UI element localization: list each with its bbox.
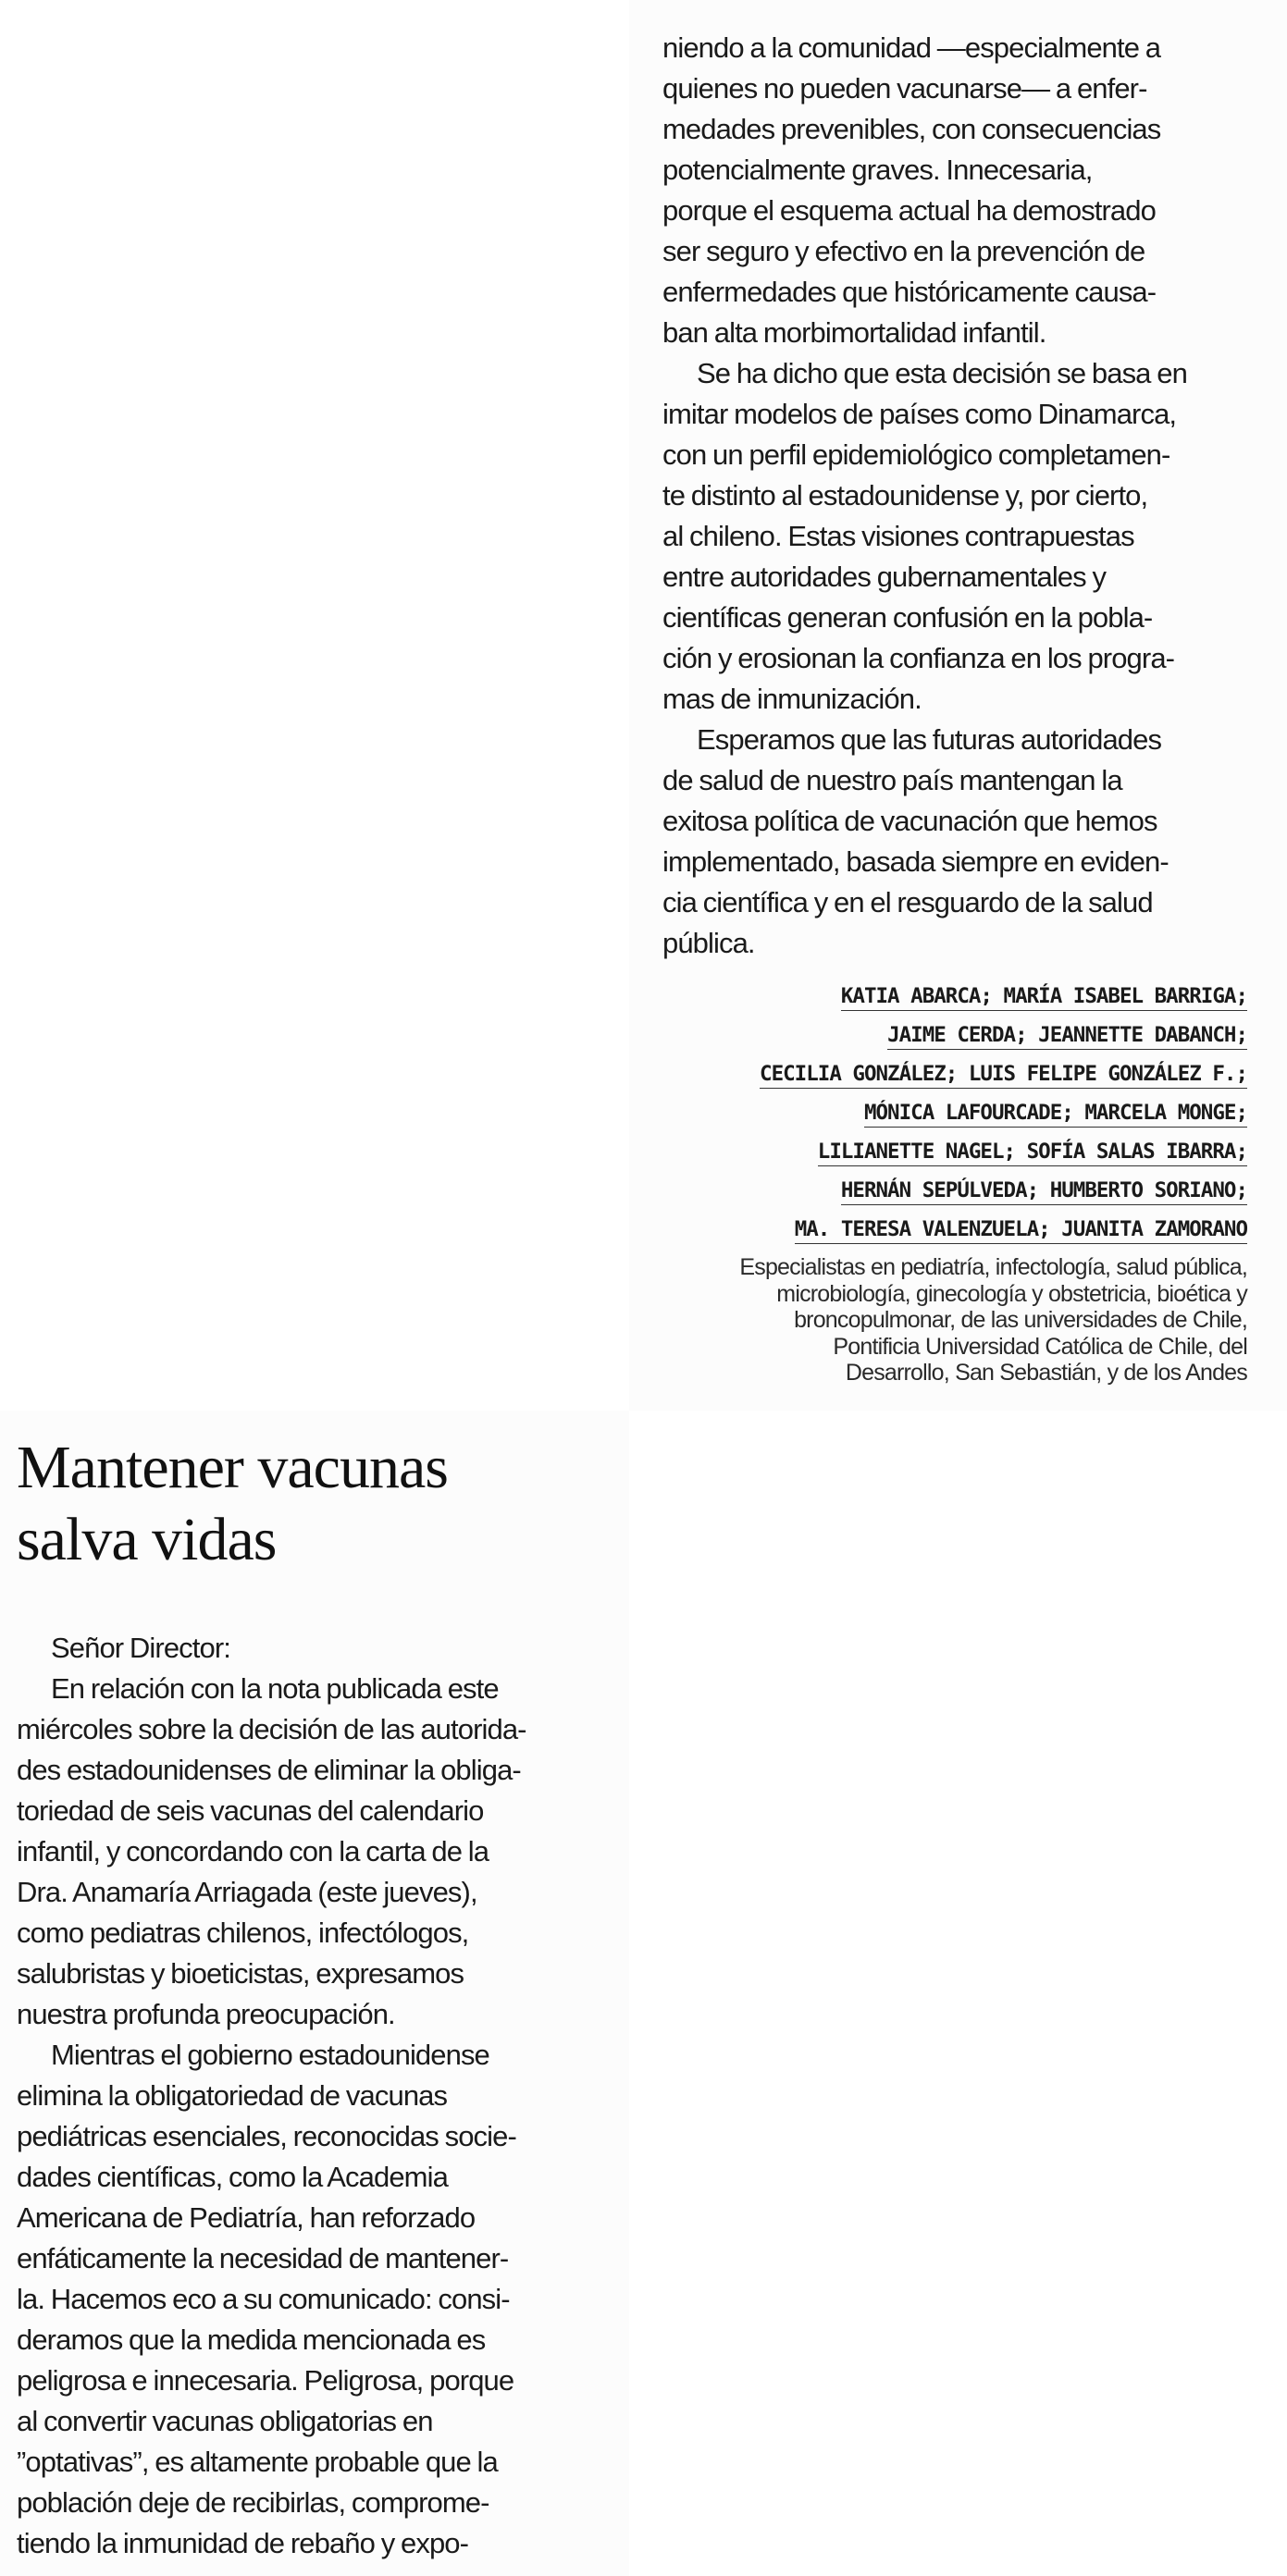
signature-names: CECILIA GONZÁLEZ; LUIS FELIPE GONZÁLEZ F.; xyxy=(760,1062,1247,1089)
text-line: nuestra profunda preocupación. xyxy=(17,1998,395,2030)
text-line: Mientras el gobierno estadounidense xyxy=(51,2039,489,2071)
text-line: ser seguro y efectivo en la prevención de xyxy=(662,235,1145,267)
text-line: ”optativas”, es altamente probable que la xyxy=(17,2446,498,2478)
text-line: al convertir vacunas obligatorias en xyxy=(17,2405,433,2437)
signature-line xyxy=(662,1210,1247,1249)
text-line: mas de inmunización. xyxy=(662,683,922,715)
text-line: pública. xyxy=(662,927,755,959)
affiliation-line: broncopulmonar, de las universidades de Chile, xyxy=(794,1307,1247,1333)
text-line: miércoles sobre la decisión de las autorida- xyxy=(17,1713,526,1745)
text-line: ban alta morbimortalidad infantil. xyxy=(662,316,1046,349)
text-line: con un perfil epidemiológico completamen- xyxy=(662,438,1170,471)
text-line: como pediatras chilenos, infectólogos, xyxy=(17,1917,469,1949)
text-line: enfáticamente la necesidad de mantener- xyxy=(17,2242,509,2274)
paragraph xyxy=(662,28,1247,353)
paragraph xyxy=(17,1669,601,2035)
signature-line xyxy=(662,1171,1247,1210)
text-line: tiendo la inmunidad de rebaño y expo- xyxy=(17,2527,469,2559)
signature-line xyxy=(662,1054,1247,1093)
signature-line xyxy=(662,1132,1247,1171)
text-line: imitar modelos de países como Dinamarca, xyxy=(662,398,1177,430)
paragraph xyxy=(662,720,1247,964)
signature-names: HERNÁN SEPÚLVEDA; HUMBERTO SORIANO; xyxy=(841,1178,1247,1205)
affiliation-line: Especialistas en pediatría, infectología, salud pública, xyxy=(739,1254,1247,1280)
text-line: infantil, y concordando con la carta de la xyxy=(17,1835,489,1867)
text-line: exitosa política de vacunación que hemos xyxy=(662,805,1157,837)
text-line: ción y erosionan la confianza en los progra- xyxy=(662,642,1175,674)
text-line: de salud de nuestro país mantengan la xyxy=(662,764,1122,796)
text-line: toriedad de seis vacunas del calendario xyxy=(17,1794,484,1827)
text-line: dades científicas, como la Academia xyxy=(17,2161,448,2193)
text-line: porque el esquema actual ha demostrado xyxy=(662,194,1156,227)
text-line: Señor Director: xyxy=(51,1632,230,1664)
signature-line xyxy=(662,1093,1247,1132)
text-line: cia científica y en el resguardo de la salud xyxy=(662,886,1153,918)
text-line: enfermedades que históricamente causa- xyxy=(662,276,1157,308)
text-line: pediátricas esenciales, reconocidas socie- xyxy=(17,2120,516,2152)
text-line: científicas generan confusión en la pobla- xyxy=(662,601,1153,634)
headline-line: salva vidas xyxy=(17,1506,277,1573)
text-line: Americana de Pediatría, han reforzado xyxy=(17,2201,476,2234)
headline-line: Mantener vacunas xyxy=(17,1434,448,1501)
signature-names: KATIA ABARCA; MARÍA ISABEL BARRIGA; xyxy=(841,984,1247,1011)
text-line: quienes no pueden vacunarse— a enfer- xyxy=(662,72,1147,105)
text-line: elimina la obligatoriedad de vacunas xyxy=(17,2079,448,2112)
text-line: te distinto al estadounidense y, por cierto, xyxy=(662,479,1148,512)
text-line: peligrosa e innecesaria. Peligrosa, porque xyxy=(17,2364,514,2397)
affiliation-line: Pontificia Universidad Católica de Chile, del xyxy=(833,1333,1247,1360)
signature-names: LILIANETTE NAGEL; SOFÍA SALAS IBARRA; xyxy=(818,1140,1247,1166)
affiliation-line: microbiología, ginecología y obstetricia, bioética y xyxy=(776,1280,1247,1307)
text-line: la. Hacemos eco a su comunicado: consi- xyxy=(17,2283,510,2315)
paragraph xyxy=(17,2035,601,2564)
salutation xyxy=(17,1628,601,1669)
signature-names: MÓNICA LAFOURCADE; MARCELA MONGE; xyxy=(864,1101,1247,1128)
right-column xyxy=(662,28,1247,1387)
text-line: Esperamos que las futuras autoridades xyxy=(697,723,1162,756)
text-line: al chileno. Estas visiones contrapuestas xyxy=(662,520,1134,552)
text-line: entre autoridades gubernamentales y xyxy=(662,561,1107,593)
text-line: medades prevenibles, con consecuencias xyxy=(662,113,1161,145)
signature-block xyxy=(662,977,1247,1249)
signature-names: JAIME CERDA; JEANNETTE DABANCH; xyxy=(887,1023,1247,1050)
letter-headline xyxy=(17,1432,609,1576)
left-column xyxy=(17,1628,601,2564)
author-affiliation xyxy=(662,1254,1247,1387)
text-line: En relación con la nota publicada este xyxy=(51,1672,499,1705)
text-line: potencialmente graves. Innecesaria, xyxy=(662,154,1093,186)
text-line: deramos que la medida mencionada es xyxy=(17,2323,486,2356)
text-line: salubristas y bioeticistas, expresamos xyxy=(17,1957,464,1990)
signature-names: MA. TERESA VALENZUELA; JUANITA ZAMORANO xyxy=(795,1217,1247,1244)
signature-line xyxy=(662,1016,1247,1054)
text-line: implementado, basada siempre en eviden- xyxy=(662,845,1169,878)
paragraph xyxy=(662,353,1247,720)
text-line: población deje de recibirlas, comprome- xyxy=(17,2486,489,2519)
text-line: niendo a la comunidad —especialmente a xyxy=(662,31,1161,64)
text-line: Dra. Anamaría Arriagada (este jueves), xyxy=(17,1876,477,1908)
affiliation-line: Desarrollo, San Sebastián, y de los Andes xyxy=(845,1360,1247,1386)
signature-line xyxy=(662,977,1247,1016)
text-line: des estadounidenses de eliminar la obliga- xyxy=(17,1754,521,1786)
text-line: Se ha dicho que esta decisión se basa en xyxy=(697,357,1187,389)
